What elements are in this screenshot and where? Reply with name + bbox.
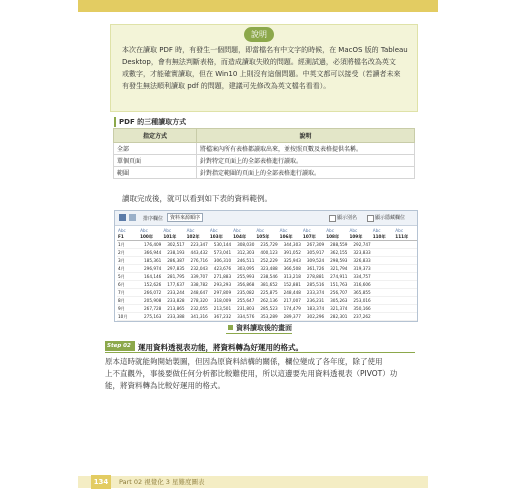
grid-cell: 237,262 — [348, 313, 371, 321]
grid-cell — [372, 257, 395, 265]
hidden-fields-checkbox[interactable] — [367, 215, 374, 222]
grid-cell: 183,374 — [302, 305, 325, 313]
note-line: 有發生無法順利讀取 pdf 的問題，建議可先修改為英文檔名看看）。 — [122, 82, 331, 90]
paragraph-line: 能，將資料轉為比較好運用的格式。 — [105, 381, 225, 390]
grid-cell: 316,606 — [348, 281, 371, 289]
grid-cell — [372, 289, 395, 297]
grid-cell — [394, 265, 417, 273]
grid-cell — [372, 241, 395, 249]
table-row — [117, 297, 417, 305]
grid-cell: 334,757 — [348, 273, 371, 281]
grid-cell: 391,052 — [279, 249, 302, 257]
grid-header-row — [117, 233, 417, 241]
grid-type-cell: Abc — [256, 228, 265, 233]
grid-type-cell: Abc — [395, 228, 404, 233]
grid-cell: 4月 — [117, 265, 139, 273]
note-body — [122, 44, 410, 92]
top-decor-bar — [78, 0, 438, 12]
grid-cell: 267,309 — [302, 241, 325, 249]
grid-cell: 308,030 — [232, 241, 255, 249]
grid-cell: 292,747 — [348, 241, 371, 249]
grid-header-cell: 111年 — [394, 233, 417, 241]
read-method-table — [113, 128, 415, 179]
grid-cell — [372, 297, 395, 305]
grid-cell — [394, 241, 417, 249]
grid-cell: 298,593 — [325, 257, 348, 265]
grid-header-cell: 108年 — [325, 233, 348, 241]
table-row — [117, 289, 417, 297]
grid-cell: 339,707 — [186, 273, 209, 281]
note-line: 或數字，才能確實讀取，但在 Win10 上則沒有這個問題。中英文都可以接受（若讀者未來 — [122, 70, 401, 78]
grid-cell: 6月 — [117, 281, 139, 289]
grid-type-cell: Abc — [118, 228, 126, 233]
grid-cell: 174,479 — [279, 305, 302, 313]
grid-type-cell: Abc — [163, 228, 172, 233]
step-badge: Step 02 — [105, 341, 135, 351]
grid-cell: 252,229 — [255, 257, 278, 265]
grid-cell: 282,301 — [325, 313, 348, 321]
paragraph-line: 原本這時就能夠開始製圖，但因為原資料結構的關係，欄位變成了各年度，除了使用 — [105, 357, 383, 366]
grid-cell: 256,707 — [325, 289, 348, 297]
grid-cell — [139, 321, 162, 323]
grid-cell: 3月 — [117, 257, 139, 265]
grid-cell: 321,794 — [325, 265, 348, 273]
grid-cell — [394, 297, 417, 305]
grid-cell: 217,007 — [279, 297, 302, 305]
grid-type-cell: Abc — [372, 228, 381, 233]
grid-cell: 281,795 — [162, 273, 185, 281]
grid-type-cell: Abc — [349, 228, 358, 233]
grid-cell — [279, 321, 302, 323]
figure-caption: 資料讀取後的畫面 — [226, 323, 292, 334]
grid-cell — [372, 265, 395, 273]
grid-cell: 367,232 — [209, 313, 232, 321]
grid-cell — [162, 321, 185, 323]
grid-cell: 255,993 — [232, 273, 255, 281]
grid-cell — [394, 249, 417, 257]
grid-cell: 176,409 — [139, 241, 162, 249]
grid-cell: 267,728 — [139, 305, 162, 313]
grid-cell: 306,310 — [209, 257, 232, 265]
grid-cell: 323,488 — [255, 265, 278, 273]
grid-cell: 232,055 — [186, 305, 209, 313]
grid-cell: 152,881 — [279, 281, 302, 289]
grid-cell: 223,347 — [186, 241, 209, 249]
grid-cell: 278,881 — [302, 273, 325, 281]
grid-cell: 246,511 — [232, 257, 255, 265]
note-line: 本次在讀取 PDF 時，有發生一個問題，即當檔名有中文字的時候，在 MacOS 版的 Tableau — [122, 46, 408, 54]
grid-cell: 381,652 — [255, 281, 278, 289]
preview-toolbar — [115, 211, 417, 226]
sort-label: 排序欄位 — [143, 216, 164, 222]
table-row — [117, 305, 417, 313]
grid-cell: 334,576 — [232, 313, 255, 321]
grid-cell: 356,868 — [232, 281, 255, 289]
grid-cell: 305,263 — [325, 297, 348, 305]
table-cell: 將檔案內所有表格都讀取出來，並按照頁數及表格提供名稱。 — [197, 143, 415, 155]
grid-cell: 233,828 — [162, 297, 185, 305]
grid-cell: 319,373 — [348, 265, 371, 273]
grid-cell: 353,289 — [255, 313, 278, 321]
grid-cell: 313,218 — [279, 273, 302, 281]
grid-cell — [186, 321, 209, 323]
tableau-data-preview — [114, 210, 418, 322]
note-line: Desktop，會有無法判斷表格，而造成讀取失敗的問題。經測試過，必須將檔名改為英文 — [122, 58, 396, 66]
table-row — [117, 265, 417, 273]
grid-cell: 285,523 — [255, 305, 278, 313]
table-header: 說明 — [197, 129, 415, 143]
table-cell: 單個頁面 — [114, 155, 197, 167]
grid-type-cell: Abc — [279, 228, 288, 233]
grid-cell: 213,865 — [162, 305, 185, 313]
table-row — [114, 167, 415, 179]
sort-select[interactable]: 資料來源順序 — [167, 213, 203, 222]
table-row — [117, 241, 417, 249]
grid-header-cell: 105年 — [255, 233, 278, 241]
grid-header-cell: 110年 — [372, 233, 395, 241]
grid-cell — [394, 321, 417, 323]
grid-cell: 350,166 — [348, 305, 371, 313]
paragraph-body — [105, 356, 417, 392]
paragraph-intro: 讀取完成後，就可以看到如下表的資料範例。 — [122, 194, 272, 203]
table-row — [114, 143, 415, 155]
grid-cell: 530,144 — [209, 241, 232, 249]
grid-cell: 288,559 — [325, 241, 348, 249]
grid-cell — [325, 321, 348, 323]
table-cell: 全部 — [114, 143, 197, 155]
grid-cell: 423,676 — [209, 265, 232, 273]
table-row — [117, 281, 417, 289]
grid-cell: 365,855 — [348, 289, 371, 297]
grid-cell: 297,835 — [162, 265, 185, 273]
grid-cell: 285,516 — [302, 281, 325, 289]
grid-cell — [372, 273, 395, 281]
hidden-fields-label: 顯示隱藏欄位 — [375, 215, 406, 221]
grid-cell: 286,387 — [162, 257, 185, 265]
grid-cell: 225,875 — [255, 289, 278, 297]
grid-header-cell: 109年 — [348, 233, 371, 241]
grid-cell: 9月 — [117, 305, 139, 313]
grid-cell: 276,716 — [186, 257, 209, 265]
table-row — [117, 321, 417, 323]
list-view-icon[interactable] — [129, 214, 136, 221]
grid-cell — [372, 249, 395, 257]
grid-cell — [372, 321, 395, 323]
grid-cell: 213,501 — [209, 305, 232, 313]
page-number: 134 — [91, 475, 111, 489]
grid-cell: 341,316 — [186, 313, 209, 321]
grid-cell: 238,546 — [255, 273, 278, 281]
grid-cell — [394, 313, 417, 321]
grid-cell: 235,729 — [255, 241, 278, 249]
paragraph-line: 上不直觀外，事後要做任何分析都比較難使用，所以這邊要先用資料透視表（PIVOT）功 — [105, 369, 398, 378]
grid-cell: 573,041 — [209, 249, 232, 257]
grid-type-cell: Abc — [186, 228, 195, 233]
grid-cell: 443,432 — [186, 249, 209, 257]
grid-cell: 248,448 — [279, 289, 302, 297]
grid-cell: 205,908 — [139, 297, 162, 305]
table-row — [117, 273, 417, 281]
grid-cell: 303,095 — [232, 265, 255, 273]
grid-cell: 231,803 — [232, 305, 255, 313]
grid-cell: 8月 — [117, 297, 139, 305]
step-heading — [105, 341, 415, 353]
grid-cell — [232, 321, 255, 323]
grid-header-cell: 106年 — [279, 233, 302, 241]
grid-cell: 338,782 — [186, 281, 209, 289]
table-cell: 範圍 — [114, 167, 197, 179]
grid-cell: 400,123 — [255, 249, 278, 257]
grid-header-cell: 101年 — [162, 233, 185, 241]
table-row — [117, 313, 417, 321]
grid-type-cell: Abc — [326, 228, 335, 233]
grid-cell: 275,163 — [139, 313, 162, 321]
grid-cell: 5月 — [117, 273, 139, 281]
grid-type-cell: Abc — [233, 228, 241, 233]
grid-cell: 253,016 — [348, 297, 371, 305]
grid-cell: 233,244 — [162, 289, 185, 297]
grid-cell — [348, 321, 371, 323]
grid-cell: 289,377 — [279, 313, 302, 321]
table-row — [117, 249, 417, 257]
table-title: PDF 的三種讀取方式 — [114, 117, 186, 127]
grid-cell — [117, 321, 139, 323]
table-row — [114, 155, 415, 167]
grid-cell: 7月 — [117, 289, 139, 297]
grid-cell: 296,974 — [139, 265, 162, 273]
grid-cell: 302,517 — [162, 241, 185, 249]
grid-cell: 164,146 — [139, 273, 162, 281]
grid-cell — [209, 321, 232, 323]
grid-cell — [394, 305, 417, 313]
grid-cell: 274,911 — [325, 273, 348, 281]
footer-text: Part 02 視覺化 3 星難度圖表 — [119, 478, 205, 486]
grid-cell — [372, 281, 395, 289]
grid-cell: 152,626 — [139, 281, 162, 289]
grid-cell: 366,944 — [139, 249, 162, 257]
grid-cell — [394, 289, 417, 297]
grid-type-cell: Abc — [209, 228, 218, 233]
grid-cell: 255,647 — [232, 297, 255, 305]
grid-cell: 248,647 — [186, 289, 209, 297]
grid-cell: 309,524 — [302, 257, 325, 265]
grid-cell: 236,231 — [302, 297, 325, 305]
grid-cell: 1月 — [117, 241, 139, 249]
grid-cell: 2月 — [117, 249, 139, 257]
note-badge: 說明 — [244, 27, 274, 42]
grid-cell: 318,009 — [209, 297, 232, 305]
grid-type-cell: Abc — [140, 228, 148, 233]
grid-cell — [255, 321, 278, 323]
grid-cell: 305,917 — [302, 249, 325, 257]
grid-cell — [372, 313, 395, 321]
step-text: 運用資料透視表功能，將資料轉為好運用的格式。 — [138, 343, 303, 352]
grid-cell: 235,082 — [232, 289, 255, 297]
grid-cell — [302, 321, 325, 323]
grid-type-cell: Abc — [302, 228, 311, 233]
grid-cell: 151,763 — [325, 281, 348, 289]
grid-cell: 321,374 — [325, 305, 348, 313]
grid-header-cell: 102年 — [186, 233, 209, 241]
grid-cell: 366,508 — [279, 265, 302, 273]
grid-header-cell: F1 — [117, 233, 139, 241]
grid-cell: 312,303 — [232, 249, 255, 257]
grid-header-cell: 100年 — [139, 233, 162, 241]
grid-cell: 177,637 — [162, 281, 185, 289]
grid-cell: 302,296 — [302, 313, 325, 321]
grid-header-cell: 107年 — [302, 233, 325, 241]
grid-cell: 278,320 — [186, 297, 209, 305]
grid-cell: 233,374 — [302, 289, 325, 297]
grid-cell: 344,303 — [279, 241, 302, 249]
alias-label: 顯示別名 — [337, 215, 358, 221]
grid-cell — [372, 305, 395, 313]
data-grid — [117, 228, 417, 322]
grid-cell: 233,388 — [162, 313, 185, 321]
table-cell: 針對特定頁面上的全部表格進行讀取。 — [197, 155, 415, 167]
grid-view-icon[interactable] — [119, 214, 126, 221]
alias-checkbox[interactable] — [329, 215, 336, 222]
table-row — [117, 257, 417, 265]
grid-cell: 297,809 — [209, 289, 232, 297]
table-cell: 針對指定範圍的頁面上的全部表格進行讀取。 — [197, 167, 415, 179]
grid-cell: 232,043 — [186, 265, 209, 273]
grid-cell: 293,293 — [209, 281, 232, 289]
grid-cell — [394, 281, 417, 289]
grid-cell: 361,726 — [302, 265, 325, 273]
grid-cell: 238,193 — [162, 249, 185, 257]
grid-cell: 323,833 — [348, 249, 371, 257]
grid-cell: 185,361 — [139, 257, 162, 265]
grid-cell: 262,136 — [255, 297, 278, 305]
grid-cell: 325,943 — [279, 257, 302, 265]
grid-cell — [394, 257, 417, 265]
table-header: 指定方式 — [114, 129, 197, 143]
grid-cell: 362,155 — [325, 249, 348, 257]
grid-cell — [394, 273, 417, 281]
grid-cell: 10月 — [117, 313, 139, 321]
grid-cell: 326,833 — [348, 257, 371, 265]
grid-header-cell: 104年 — [232, 233, 255, 241]
grid-cell: 266,072 — [139, 289, 162, 297]
grid-cell: 271,883 — [209, 273, 232, 281]
grid-header-cell: 103年 — [209, 233, 232, 241]
